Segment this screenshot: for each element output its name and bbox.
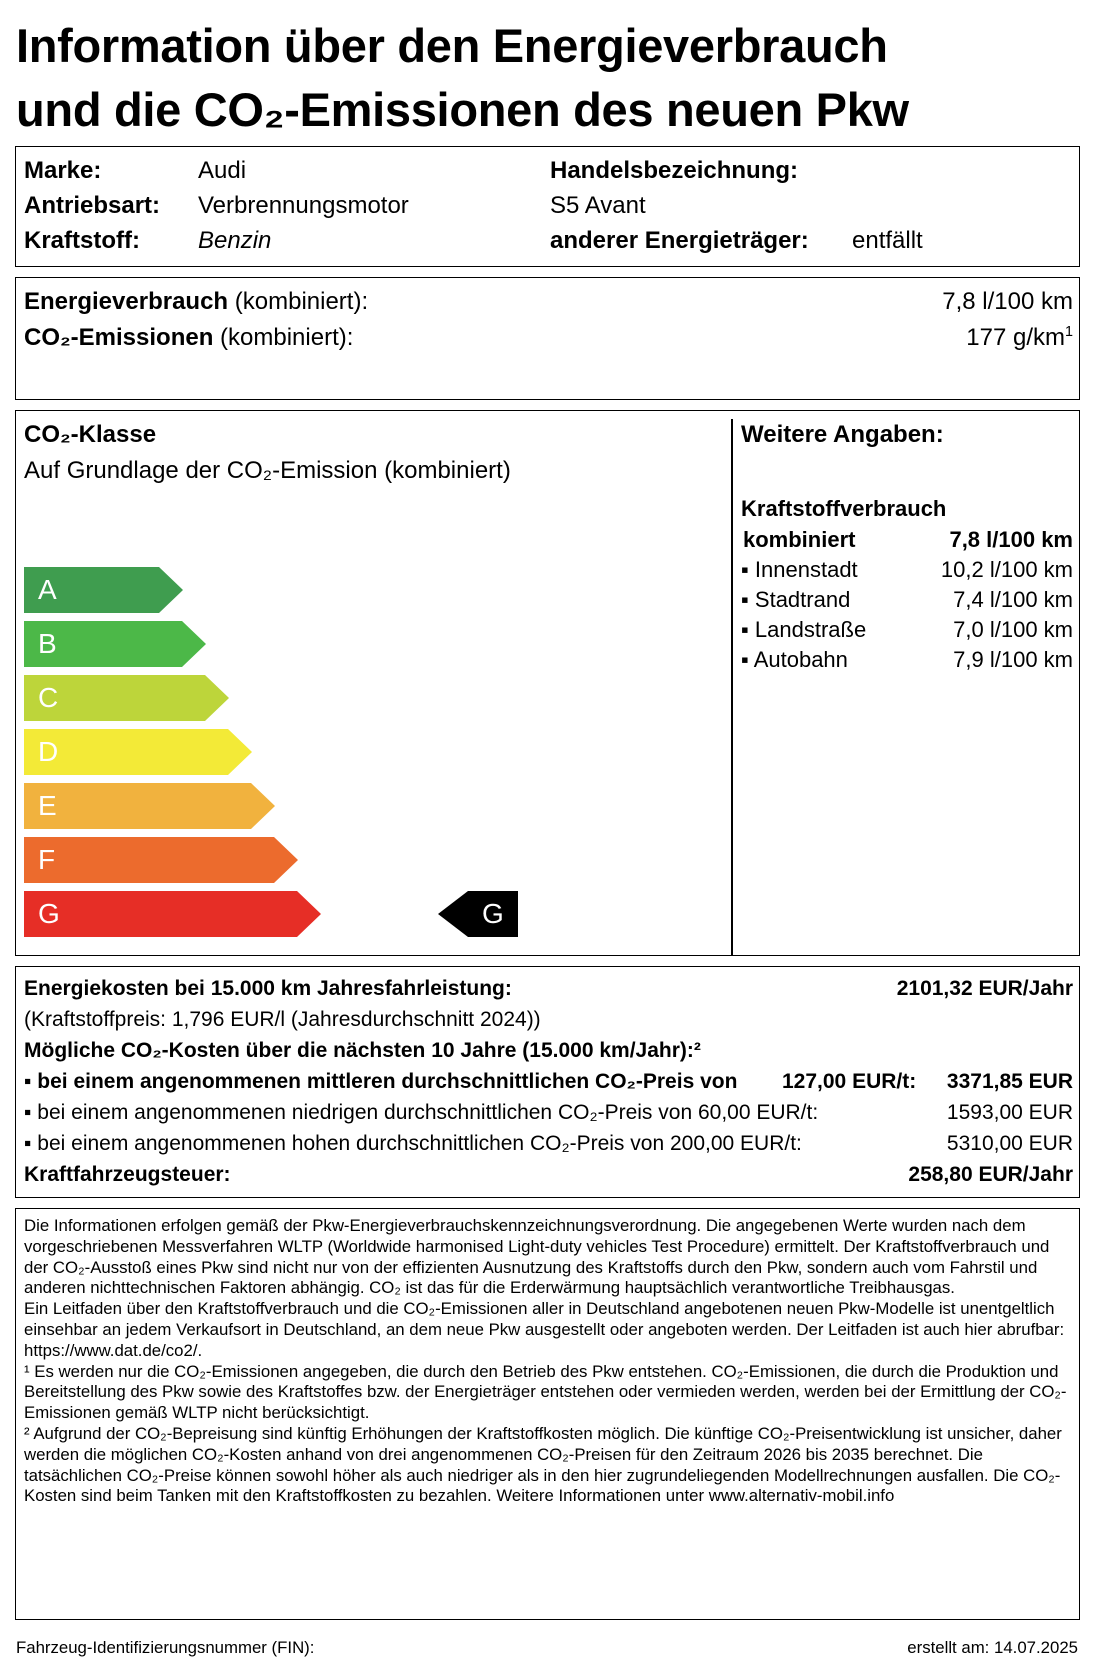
vehicle-tax-value: 258,80 EUR/Jahr <box>908 1163 1073 1186</box>
combined-value: 7,8 l/100 km <box>949 527 1073 552</box>
current-class-marker <box>438 891 518 937</box>
fuel-row-value: 10,2 l/100 km <box>940 557 1073 582</box>
class-bar-e <box>24 783 275 829</box>
class-bar-label: D <box>38 736 59 767</box>
fuel-price-note: (Kraftstoffpreis: 1,796 EUR/l (Jahresdurchschnitt 2024)) <box>24 1008 541 1031</box>
energy-consumption-value: 7,8 l/100 km <box>942 288 1073 315</box>
consumption-box <box>15 277 1080 400</box>
co2-cost-high-value: 5310,00 EUR <box>946 1132 1073 1155</box>
class-bar-c <box>24 675 229 721</box>
class-bar-label: G <box>38 898 60 929</box>
fuel-consumption-subheading: Kraftstoffverbrauch <box>741 496 947 521</box>
co2-emissions-label: CO₂-Emissionen (kombiniert): <box>24 324 354 351</box>
co2-cost-mid-label: ▪ bei einem angenommenen mittleren durchschnittlichen CO₂-Preis von <box>24 1070 738 1093</box>
class-bar-a <box>24 567 183 613</box>
co2-costs-heading: Mögliche CO₂-Kosten über die nächsten 10 Jahre (15.000 km/Jahr):² <box>24 1039 701 1062</box>
drive-label: Antriebsart: <box>24 192 161 219</box>
fuel-row-value: 7,4 l/100 km <box>953 587 1073 612</box>
fuel-row-label: ▪ Stadtrand <box>741 587 851 612</box>
footnote-paragraph-2: Ein Leitfaden über den Kraftstoffverbrauch und die CO₂-Emissionen aller in Deutschland angebotenen neuen Pkw-Modelle ist unentgeltlich einsehbar an jedem Verkaufsort in Deutschland, an dem neue Pkw ausgestellt oder angeboten werden. Der Leitfaden ist auch hier abrufbar: https://www.dat.de/co2/. <box>24 1299 1065 1360</box>
footnote-paragraph-4: ² Aufgrund der CO₂-Bepreisung sind künftig Erhöhungen der Kraftstoffkosten möglich. Die künftige CO₂-Preisentwicklung ist unsicher, daher werden die möglichen CO₂-Kosten anhand von drei angenommenen CO₂-Preisen für den Zeitraum 2026 bis 2035 berechnet. Die tatsächlichen CO₂-Preise können sowohl höher als auch niedriger als in den hier zugrundeliegenden Modellrechnungen ausfallen. Die CO₂-Kosten sind beim Tanken mit den Kraftstoffkosten zu bezahlen. Weitere Informationen unter www.alternativ-mobil.info <box>24 1423 1062 1506</box>
fuel-row-value: 7,0 l/100 km <box>953 617 1073 642</box>
fuel-label: Kraftstoff: <box>24 227 140 254</box>
created-date: erstellt am: 14.07.2025 <box>907 1638 1078 1657</box>
drive-value: Verbrennungsmotor <box>198 192 409 219</box>
current-class-label: G <box>482 898 504 929</box>
column-divider <box>731 419 733 955</box>
co2-class-box <box>15 410 1080 956</box>
title-line-1: Information über den Energieverbrauch <box>16 19 888 72</box>
class-bar-label: C <box>38 682 59 713</box>
co2-class-subheading: Auf Grundlage der CO₂-Emission (kombiniert) <box>24 457 511 484</box>
page-title <box>16 14 1076 142</box>
fuel-row-value: 7,9 l/100 km <box>953 647 1073 672</box>
co2-cost-mid-price: 127,00 EUR/t: <box>782 1070 917 1093</box>
fuel-row-label: ▪ Autobahn <box>741 647 848 672</box>
fuel-row-label: ▪ Landstraße <box>741 617 867 642</box>
class-bar-label: E <box>38 790 57 821</box>
class-bar-label: B <box>38 628 57 659</box>
energy-consumption-label: Energieverbrauch (kombiniert): <box>24 288 369 315</box>
title-line-2: und die CO₂-Emissionen des neuen Pkw <box>16 83 909 136</box>
fuel-row-label: ▪ Innenstadt <box>741 557 858 582</box>
co2-emissions-value: 177 $g/km^1$ <box>966 324 1073 351</box>
footnote-paragraph-3: ¹ Es werden nur die CO₂-Emissionen angegeben, die durch den Betrieb des Pkw entstehen. CO₂-Emissionen, die durch die Produktion und Bereitstellung des Pkw sowie des Kraftstoffes bzw. der Energieträger entstehen oder vermieden werden, werden bei der Ermittlung der CO₂-Emissionen gemäß WLTP nicht berücksichtigt. <box>24 1361 1067 1423</box>
costs-box <box>15 966 1080 1198</box>
class-bar-label: F <box>38 844 56 875</box>
co2-class-heading: CO₂-Klasse <box>24 421 157 448</box>
further-heading: Weitere Angaben: <box>741 421 944 448</box>
footnote-paragraph-1: Die Informationen erfolgen gemäß der Pkw-Energieverbrauchskennzeichnungsverordnung. Die angegebenen Werte wurden nach dem vorgeschriebenen Messverfahren WLTP (Worldwide harmonised Light-duty vehicles Test Procedure) ermittelt. Der Kraftstoffverbrauch und der CO₂-Ausstoß eines Pkw sind nicht nur von der effizienten Ausnutzung des Kraftstoffs durch den Pkw, sondern auch vom Fahrstil und anderen nichttechnischen Faktoren abhängig. CO₂ ist das für die Erderwärmung hauptsächlich verantwortliche Treibhausgas. <box>24 1216 1050 1298</box>
energy-costs-value: 2101,32 EUR/Jahr <box>896 977 1073 1000</box>
combined-label: kombiniert <box>743 527 856 552</box>
footnotes-text <box>24 1216 1074 1507</box>
vehicle-tax-label: Kraftfahrzeugsteuer: <box>24 1163 231 1186</box>
fuel-value: Benzin <box>198 227 272 254</box>
class-bar-b <box>24 621 206 667</box>
co2-cost-low-value: 1593,00 EUR <box>946 1101 1073 1124</box>
brand-label: Marke: <box>24 157 102 184</box>
vehicle-info-box <box>15 146 1080 267</box>
footnotes-box <box>15 1208 1080 1620</box>
class-bar-g <box>24 891 321 937</box>
tradename-label: Handelsbezeichnung: <box>550 157 799 184</box>
energy-costs-label: Energiekosten bei 15.000 km Jahresfahrleistung: <box>24 977 512 1000</box>
class-bar-d <box>24 729 252 775</box>
co2-cost-high-label: ▪ bei einem angenommenen hohen durchschnittlichen CO₂-Preis von 200,00 EUR/t: <box>24 1132 802 1155</box>
tradename-value: S5 Avant <box>550 192 646 219</box>
brand-value: Audi <box>198 157 247 184</box>
co2-cost-low-label: ▪ bei einem angenommenen niedrigen durchschnittlichen CO₂-Preis von 60,00 EUR/t: <box>24 1101 819 1124</box>
other-energy-label: anderer Energieträger: <box>550 227 809 254</box>
co2-cost-mid-value: 3371,85 EUR <box>946 1070 1073 1093</box>
fin-label: Fahrzeug-Identifizierungsnummer (FIN): <box>16 1638 315 1657</box>
class-bar-label: A <box>38 574 57 605</box>
class-bar-f <box>24 837 298 883</box>
other-energy-value: entfällt <box>852 227 923 254</box>
